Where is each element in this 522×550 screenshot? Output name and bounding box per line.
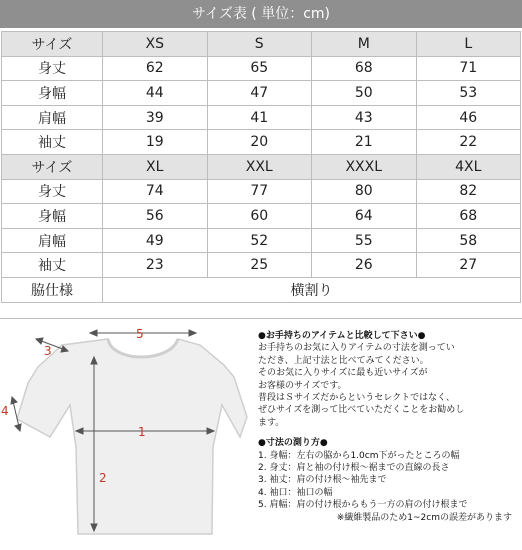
header-cell: XXL (207, 154, 312, 179)
header-cell: XS (103, 32, 208, 57)
header-cell: 4XL (416, 154, 521, 179)
side-seam-row (2, 277, 521, 302)
table-row (2, 228, 521, 253)
measure-label-2: 2 (99, 471, 107, 485)
notes-heading-compare: ●お手持ちのアイテムと比較して下さい● (258, 331, 426, 341)
notes-line: そのお気に入りサイズに最も近いサイズが (258, 368, 428, 379)
row-label: 肩幅 (2, 105, 103, 130)
notes-line: お客様のサイズです。 (258, 380, 347, 391)
table-cell: 39 (103, 105, 208, 130)
table-row (2, 253, 521, 278)
table-cell: 41 (207, 105, 312, 130)
measure-label-4: 4 (1, 404, 9, 418)
header-cell: XL (103, 154, 208, 179)
measure-label-3: 3 (44, 344, 52, 358)
table-cell: 71 (416, 56, 521, 81)
measure-label-5: 5 (136, 327, 144, 341)
row-label: 身丈 (2, 179, 103, 204)
table-cell: 82 (416, 179, 521, 204)
table-cell: 64 (312, 204, 417, 229)
header-cell: XXXL (312, 154, 417, 179)
table-cell: 56 (103, 204, 208, 229)
table-row (2, 105, 521, 130)
table-cell: 53 (416, 81, 521, 106)
table-cell: 49 (103, 228, 208, 253)
table-cell: 25 (207, 253, 312, 278)
table-cell: 77 (207, 179, 312, 204)
table-cell: 68 (312, 56, 417, 81)
measure-step: 4. 袖口：袖口の幅 (258, 487, 333, 498)
table-row (2, 204, 521, 229)
table-row (2, 179, 521, 204)
notes-line: お手持ちのお気に入りアイテムの寸法を測ってい (258, 343, 455, 354)
table-cell: 60 (207, 204, 312, 229)
table-cell: 55 (312, 228, 417, 253)
header-cell: M (312, 32, 417, 57)
table-cell: 50 (312, 81, 417, 106)
table-cell: 43 (312, 105, 417, 130)
measure-step: 1. 身幅：左右の脇から1.0cm下がったところの幅 (258, 450, 460, 461)
measure-step: 3. 袖丈：肩の付け根～袖先まで (258, 475, 387, 486)
table-row (2, 130, 521, 155)
table-cell: 65 (207, 56, 312, 81)
size-notes (258, 330, 520, 524)
table-cell: 44 (103, 81, 208, 106)
table-cell: 19 (103, 130, 208, 155)
size-chart-title: サイズ表 ( 単位：cm) (0, 0, 522, 28)
notes-line: ただき、上記寸法と比べてみてください。 (258, 355, 429, 366)
header-cell: サイズ (2, 154, 103, 179)
table-cell: 62 (103, 56, 208, 81)
size-header-row-2 (2, 154, 521, 179)
notes-line: ます。 (258, 417, 285, 428)
table-cell: 58 (416, 228, 521, 253)
table-cell: 27 (416, 253, 521, 278)
table-cell: 47 (207, 81, 312, 106)
measure-label-1: 1 (138, 425, 146, 439)
side-seam-value: 横割り (103, 277, 521, 302)
header-cell: L (416, 32, 521, 57)
error-footnote: ※繊維製品のため1~2cmの誤差があります (336, 512, 512, 523)
notes-heading-measure: ●寸法の測り方● (258, 438, 328, 449)
table-cell: 23 (103, 253, 208, 278)
table-cell: 80 (312, 179, 417, 204)
measure-step: 2. 身丈：肩と袖の付け根～裾までの直線の長さ (258, 463, 450, 474)
table-cell: 68 (416, 204, 521, 229)
notes-line: ぜひサイズを測って比べていただくことをお勧めし (258, 405, 465, 416)
row-label: 袖丈 (2, 130, 103, 155)
size-header-row-1 (2, 32, 521, 57)
row-label: 袖丈 (2, 253, 103, 278)
table-cell: 22 (416, 130, 521, 155)
table-row (2, 81, 521, 106)
notes-spacer (258, 429, 520, 437)
row-label: 肩幅 (2, 228, 103, 253)
tshirt-illustration (0, 319, 250, 546)
row-label: 身幅 (2, 81, 103, 106)
size-table (1, 31, 521, 303)
table-cell: 52 (207, 228, 312, 253)
row-label: 身幅 (2, 204, 103, 229)
table-cell: 20 (207, 130, 312, 155)
header-cell: S (207, 32, 312, 57)
side-seam-label: 脇仕様 (2, 277, 103, 302)
row-label: 身丈 (2, 56, 103, 81)
table-cell: 21 (312, 130, 417, 155)
table-cell: 46 (416, 105, 521, 130)
measure-step: 5. 肩幅：肩の付け根からもう一方の肩の付け根まで (258, 500, 468, 511)
notes-line: 普段はＳサイズだからというセレクトではなく、 (258, 393, 455, 404)
header-cell: サイズ (2, 32, 103, 57)
table-cell: 26 (312, 253, 417, 278)
table-cell: 74 (103, 179, 208, 204)
table-row (2, 56, 521, 81)
